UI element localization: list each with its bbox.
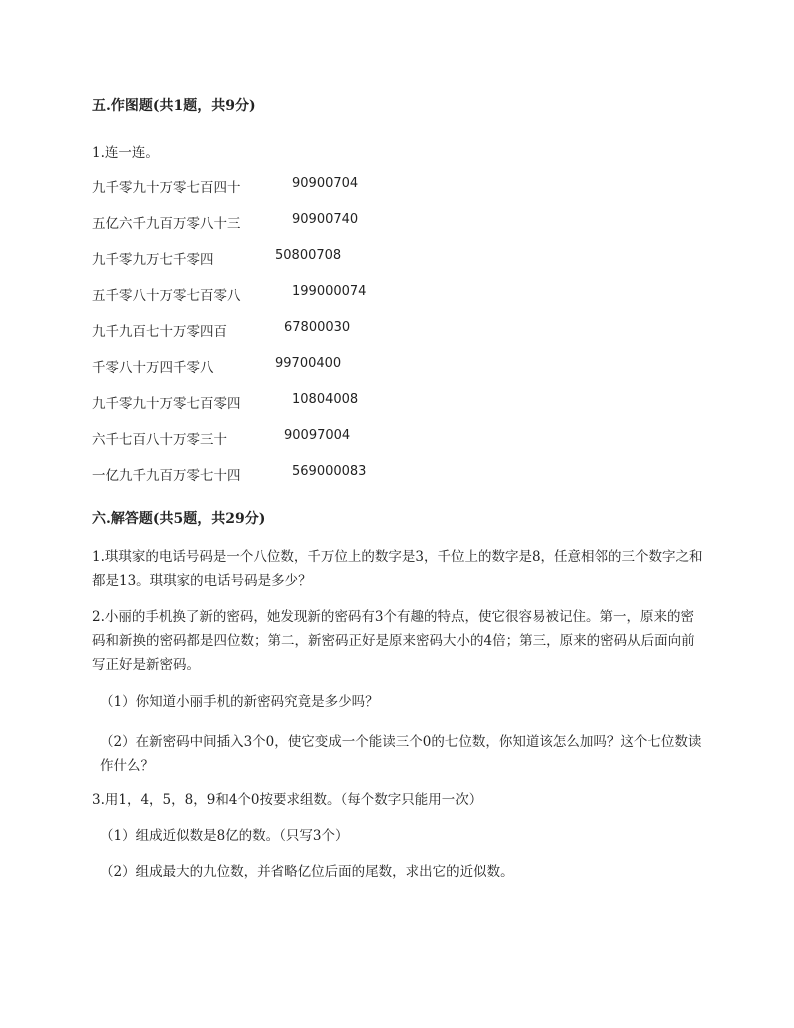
match-number: 90097004 — [284, 428, 351, 443]
section-5-title: 五.作图题(共1题，共9分) — [92, 98, 256, 114]
match-number: 99700400 — [275, 356, 342, 371]
match-words: 九千零九十万零七百零四 — [92, 396, 241, 412]
match-words: 六千七百八十万零三十 — [92, 432, 227, 448]
match-words: 九千九百七十万零四百 — [92, 324, 227, 340]
question-6-3: 3.用1，4，5，8，9和4个0按要求组数。（每个数字只能用一次） — [92, 792, 483, 808]
section-6-title: 六.解答题(共5题，共29分) — [92, 511, 266, 527]
question-6-3-part-2: （2）组成最大的九位数，并省略亿位后面的尾数，求出它的近似数。 — [100, 864, 514, 880]
match-words: 九千零九十万零七百四十 — [92, 180, 241, 196]
match-words: 五亿六千九百万零八十三 — [92, 216, 241, 232]
question-6-2: 2.小丽的手机换了新的密码，她发现新的密码有3个有趣的特点，使它很容易被记住。第一，原来的密码和新换的密码都是四位数；第二，新密码正好是原来密码大小的4倍；第三，原来的密码从后面向前写正好是新密码。 — [92, 609, 695, 673]
question-6-2-part-1: （1）你知道小丽手机的新密码究竟是多少吗？ — [100, 694, 379, 710]
match-number: 90900740 — [292, 212, 359, 227]
match-number: 10804008 — [292, 392, 359, 407]
match-number: 90900704 — [292, 176, 359, 191]
question-6-1: 1.琪琪家的电话号码是一个八位数，千万位上的数字是3，千位上的数字是8，任意相邻的三个数字之和都是13。琪琪家的电话号码是多少？ — [92, 549, 703, 589]
question-6-3-part-1: （1）组成近似数是8亿的数。（只写3个） — [100, 828, 349, 844]
question-5-1-intro: 1.连一连。 — [92, 145, 159, 161]
match-words: 五千零八十万零七百零八 — [92, 288, 241, 304]
match-words: 九千零九万七千零四 — [92, 252, 214, 268]
match-number: 50800708 — [275, 248, 342, 263]
match-number: 199000074 — [292, 284, 367, 299]
match-number: 569000083 — [292, 464, 367, 479]
question-6-2-part-2: （2）在新密码中间插入3个0，使它变成一个能读三个0的七位数，你知道该怎么加吗？这个七位数读作什么？ — [100, 734, 702, 774]
match-words: 一亿九千九百万零七十四 — [92, 468, 241, 484]
match-words: 千零八十万四千零八 — [92, 360, 214, 376]
match-number: 67800030 — [284, 320, 351, 335]
